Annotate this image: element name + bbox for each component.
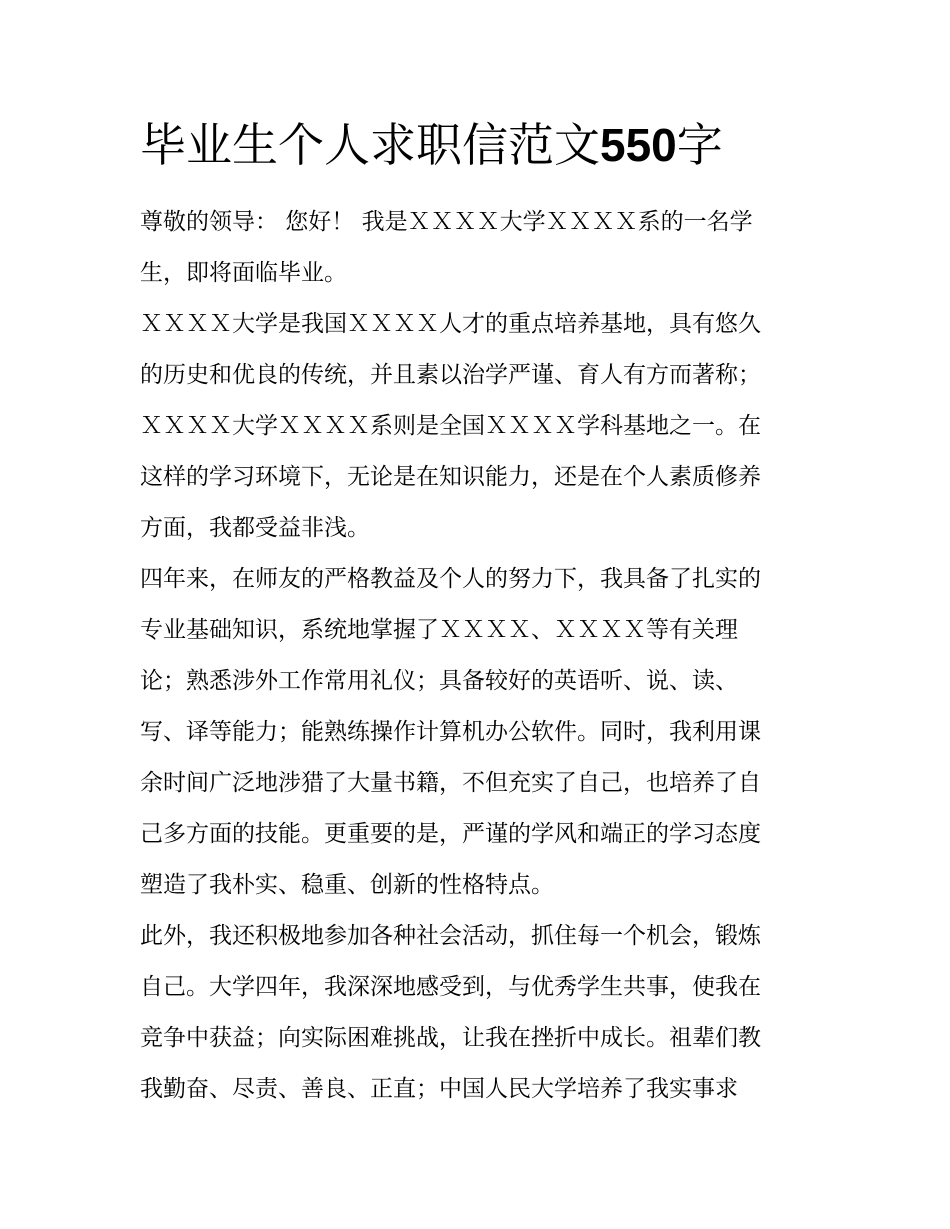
letter-body [140,197,818,1115]
text-line: 我勤奋、尽责、善良、正直；中国人民大学培养了我实事求 [140,1076,738,1102]
text-line: ＸＸＸＸ大学是我国ＸＸＸＸ人才的重点培养基地，具有悠久 [140,311,761,337]
text-line: 生，即将面临毕业。 [140,260,347,286]
text-line: 的历史和优良的传统，并且素以治学严谨、育人有方而著称； [140,362,761,388]
document-title [140,112,820,178]
text-line: 尊敬的领导： 您好！ 我是ＸＸＸＸ大学ＸＸＸＸ系的一名学 [140,209,753,235]
text-line: ＸＸＸＸ大学ＸＸＸＸ系则是全国ＸＸＸＸ学科基地之一。在 [140,413,761,439]
text-line: 此外，我还积极地参加各种社会活动，抓住每一个机会，锻炼 [140,923,761,949]
text-line: 塑造了我朴实、稳重、创新的性格特点。 [140,872,554,898]
text-line: 专业基础知识，系统地掌握了ＸＸＸＸ、ＸＸＸＸ等有关理 [140,617,738,643]
text-line: 余时间广泛地涉猎了大量书籍，不但充实了自己，也培养了自 [140,770,761,796]
text-line: 写、译等能力；能熟练操作计算机办公软件。同时，我利用课 [140,719,761,745]
text-line: 自己。大学四年，我深深地感受到，与优秀学生共事，使我在 [140,974,761,1000]
title-number: 550 [600,119,677,171]
text-line: 竞争中获益；向实际困难挑战，让我在挫折中成长。祖辈们教 [140,1025,761,1051]
title-main: 毕业生个人求职信范文 [140,118,600,172]
text-line: 论；熟悉涉外工作常用礼仪；具备较好的英语听、说、读、 [140,668,738,694]
text-line: 四年来，在师友的严格教益及个人的努力下，我具备了扎实的 [140,566,761,592]
text-line: 己多方面的技能。更重要的是，严谨的学风和端正的学习态度 [140,821,761,847]
text-line: 这样的学习环境下，无论是在知识能力，还是在个人素质修养 [140,464,761,490]
text-line: 方面，我都受益非浅。 [140,515,370,541]
title-suffix: 字 [676,118,723,172]
